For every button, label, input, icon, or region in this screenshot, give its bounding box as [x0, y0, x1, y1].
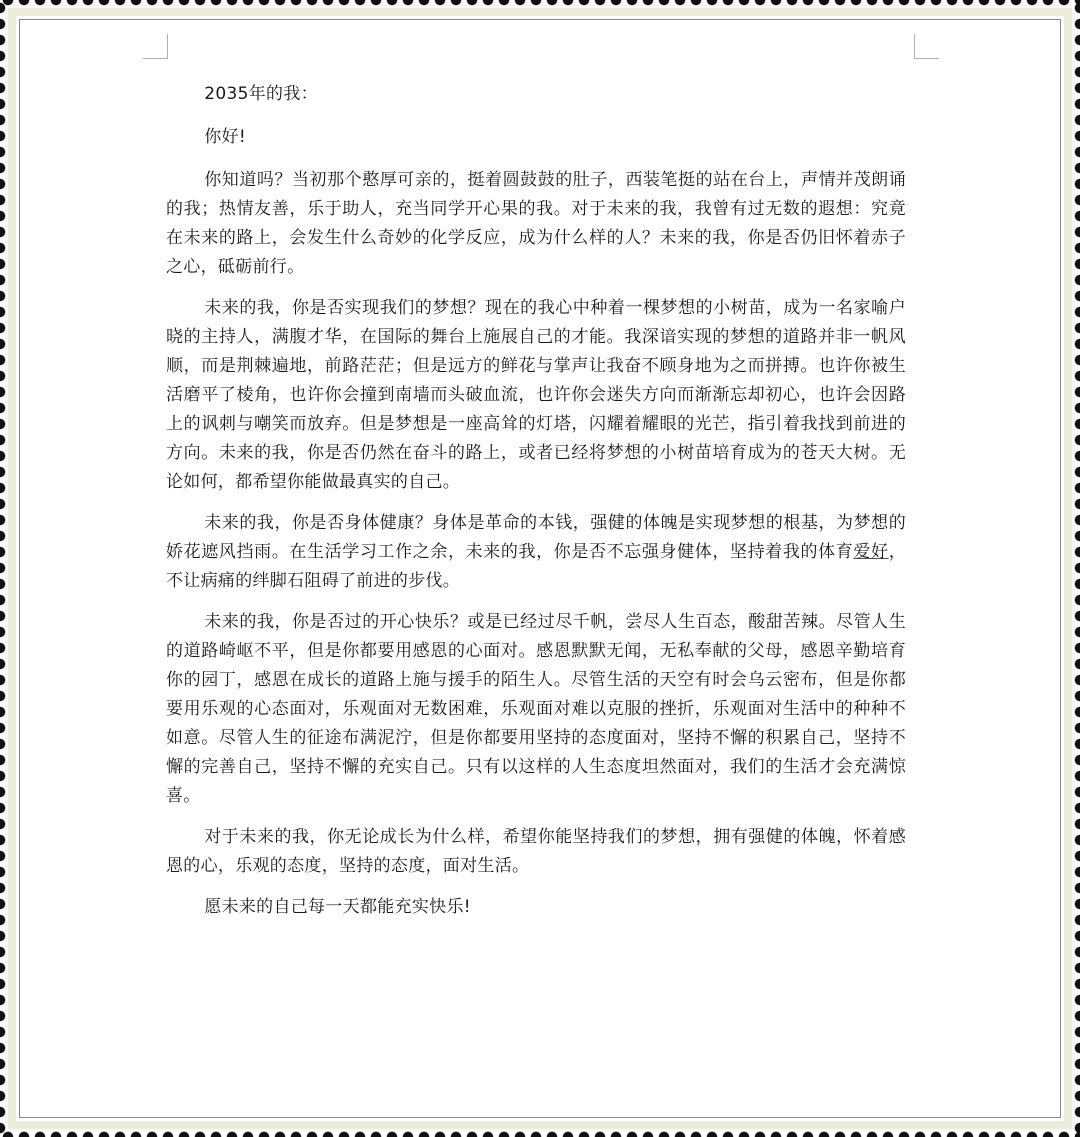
letter-closing: 愿未来的自己每一天都能充实快乐! [204, 897, 471, 917]
letter-salutation: 2035年的我： [204, 84, 318, 104]
underlined-word: 爱好 [853, 542, 889, 562]
paragraph-3-text-after: ，不让病痛的绊脚石阻碍了前进的步伐。 [166, 542, 906, 591]
letter-greeting: 你好! [204, 127, 246, 147]
letter-body[interactable] [166, 80, 906, 936]
paragraph-4: 未来的我，你是否过的开心快乐？或是已经过尽千帆，尝尽人生百态，酸甜苦辣。尽管人生的道路崎岖不平，但是你都要用感恩的心面对。感恩默默无闻，无私奉献的父母，感恩辛勤培育你的园丁，感恩在成长的道路上施与援手的陌生人。尽管生活的天空有时会乌云密布，但是你都要用乐观的心态面对，乐观面对无数困难，乐观面对难以克服的挫折，乐观面对生活中的种种不如意。尽管人生的征途布满泥泞，但是你都要用坚持的态度面对，坚持不懈的积累自己，坚持不懈的完善自己，坚持不懈的充实自己。只有以这样的人生态度坦然面对，我们的生活才会充满惊喜。 [166, 612, 906, 806]
paragraph-2: 未来的我，你是否实现我们的梦想？现在的我心中种着一棵梦想的小树苗，成为一名家喻户晓的主持人，满腹才华，在国际的舞台上施展自己的才能。我深谙实现的梦想的道路并非一帆风顺，而是荆棘遍地，前路茫茫；但是远方的鲜花与掌声让我奋不顾身地为之而拼搏。也许你被生活磨平了棱角，也许你会撞到南墙而头破血流，也许你会迷失方向而渐渐忘却初心，也许会因路上的讽刺与嘲笑而放弃。但是梦想是一座高耸的灯塔，闪耀着耀眼的光芒，指引着我找到前进的方向。未来的我，你是否仍然在奋斗的路上，或者已经将梦想的小树苗培育成为的苍天大树。无论如何，都希望你能做最真实的自己。 [166, 298, 906, 492]
crop-mark-top-left [143, 34, 168, 59]
paragraph-5: 对于未来的我，你无论成长为什么样，希望你能坚持我们的梦想，拥有强健的体魄，怀着感恩的心，乐观的态度，坚持的态度，面对生活。 [166, 827, 906, 876]
crop-mark-top-right [914, 34, 939, 59]
paragraph-3-text-before: 未来的我，你是否身体健康？身体是革命的本钱，强健的体魄是实现梦想的根基，为梦想的娇花遮风挡雨。在生活学习工作之余，未来的我，你是否不忘强身健体，坚持着我的体育 [166, 513, 906, 562]
paragraph-3 [166, 509, 906, 596]
paragraph-1: 你知道吗？当初那个憨厚可亲的，挺着圆鼓鼓的肚子，西装笔挺的站在台上，声情并茂朗诵的我；热情友善，乐于助人，充当同学开心果的我。对于未来的我，我曾有过无数的遐想：究竟在未来的路上，会发生什么奇妙的化学反应，成为什么样的人？未来的我，你是否仍旧怀着赤子之心，砥砺前行。 [166, 170, 906, 277]
